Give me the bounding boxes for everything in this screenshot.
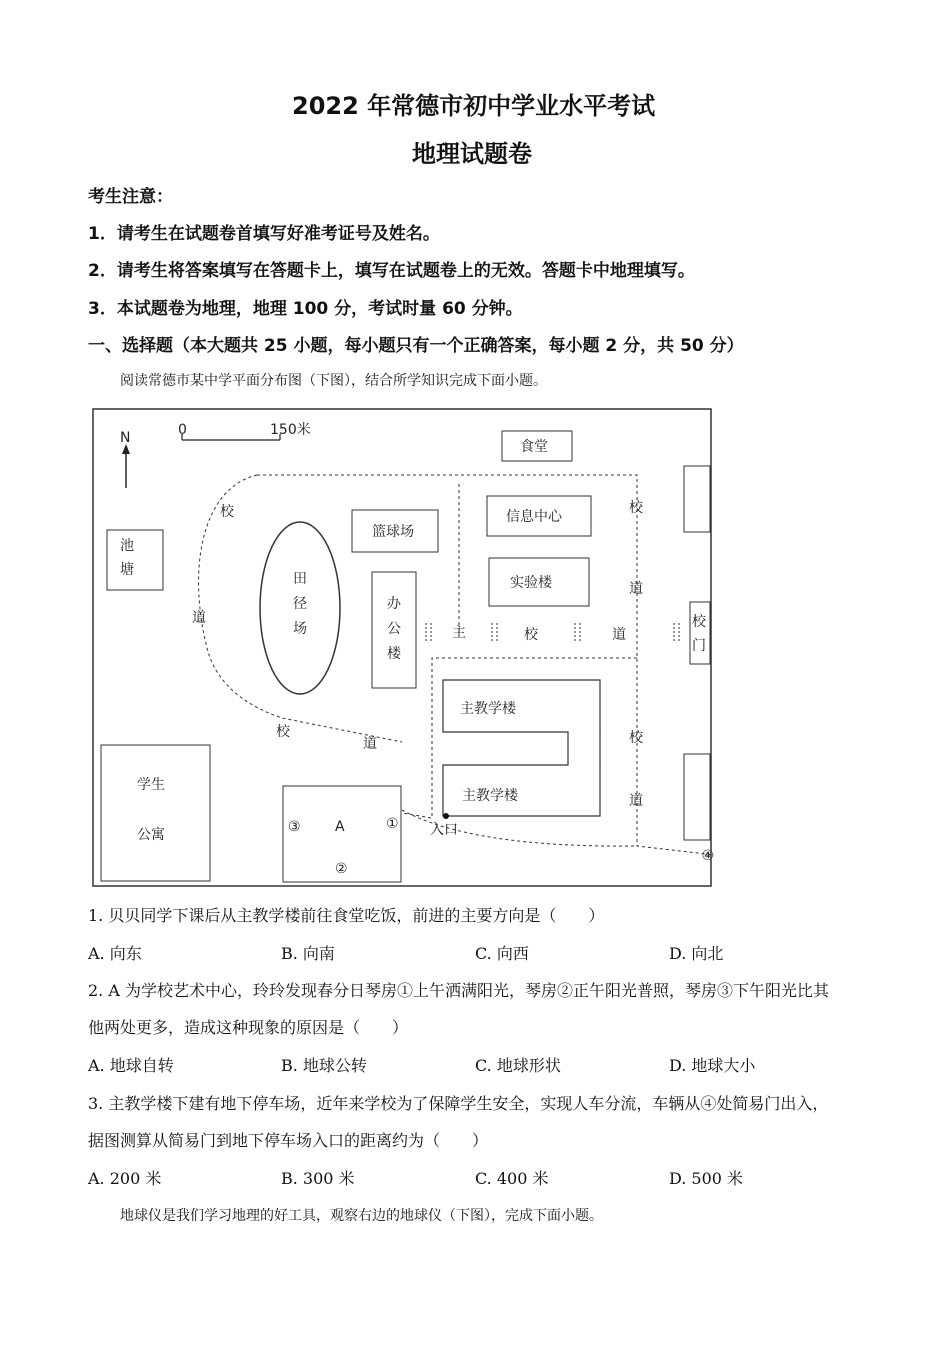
road-bottom-label-2: 道 [363, 736, 377, 752]
section2-intro: 地球仪是我们学习地理的好工具，观察右边的地球仪（下图），完成下面小题。 [120, 1208, 603, 1224]
pond-label-2: 塘 [120, 562, 134, 578]
q1-option-b: B. 向南 [281, 944, 335, 963]
track-label-3: 场 [293, 621, 307, 637]
main-teaching-label-1: 主教学楼 [460, 701, 516, 717]
road-right-top-label-2: 道 [629, 581, 643, 597]
question-3-stem-line1: 3. 主教学楼下建有地下停车场，近年来学校为了保障学生安全，实现人车分流，车辆从④处简易门出入， [88, 1094, 829, 1113]
entrance-label: 入口 [430, 822, 458, 838]
north-label: N [120, 430, 131, 446]
art-center-label: A [335, 819, 345, 835]
road-left-label-2: 道 [192, 610, 206, 626]
q3-option-c: C. 400 米 [475, 1169, 549, 1188]
section-intro: 阅读常德市某中学平面分布图（下图），结合所学知识完成下面小题。 [120, 373, 547, 389]
student-dorm [101, 745, 210, 881]
q2-option-a: A. 地球自转 [88, 1056, 174, 1075]
dorm-label-2: 公寓 [137, 827, 165, 843]
info-center-label: 信息中心 [506, 509, 562, 525]
marker-1: ① [386, 816, 399, 832]
gate-label-1: 校 [692, 614, 706, 630]
marker-4: ④ [701, 848, 714, 864]
notice-item-1: 1．请考生在试题卷首填写好准考证号及姓名。 [88, 224, 440, 244]
q1-option-d: D. 向北 [669, 944, 724, 963]
scale-bar [182, 434, 280, 440]
track-label-1: 田 [293, 571, 307, 587]
road-left-label-1: 校 [220, 504, 234, 520]
pond-label-1: 池 [120, 538, 134, 554]
marker-3: ③ [288, 819, 301, 835]
main-teaching-label-2: 主教学楼 [462, 788, 518, 804]
scale-zero: 0 [178, 422, 187, 438]
north-arrow-icon [122, 444, 130, 488]
basketball-label: 篮球场 [372, 524, 414, 540]
exam-title: 2022 年常德市初中学业水平考试 [292, 92, 656, 120]
road-right-top-label-1: 校 [629, 500, 643, 516]
gate-label-2: 门 [692, 638, 706, 654]
school-map [92, 408, 714, 890]
track-label-2: 径 [293, 596, 307, 612]
pond [107, 530, 163, 590]
scale-end: 150米 [270, 422, 311, 438]
dorm-label-1: 学生 [137, 777, 165, 793]
q2-option-c: C. 地球形状 [475, 1056, 561, 1075]
notice-item-2: 2．请考生将答案填写在答题卡上，填写在试题卷上的无效。答题卡中地理填写。 [88, 261, 695, 281]
road-right-bottom-label-1: 校 [629, 730, 643, 746]
office-label-1: 办 [387, 596, 401, 612]
entrance-dot [443, 813, 449, 819]
main-road-label-3: 道 [612, 627, 626, 643]
office-label-3: 楼 [387, 646, 401, 662]
q2-option-d: D. 地球大小 [669, 1056, 756, 1075]
question-3-stem-line2: 据图测算从简易门到地下停车场入口的距离约为（ ） [88, 1131, 489, 1150]
east-wall-south [684, 754, 710, 840]
exam-subtitle: 地理试题卷 [412, 140, 532, 168]
q3-option-d: D. 500 米 [669, 1169, 744, 1188]
canteen-label: 食堂 [520, 439, 548, 455]
marker-2: ② [335, 861, 348, 877]
lab-label: 实验楼 [510, 575, 552, 591]
q2-option-b: B. 地球公转 [281, 1056, 367, 1075]
road-right-bottom-label-2: 道 [629, 793, 643, 809]
office-label-2: 公 [387, 621, 401, 637]
question-1-stem: 1. 贝贝同学下课后从主教学楼前往食堂吃饭，前进的主要方向是（ ） [88, 906, 605, 925]
east-wall-north [684, 466, 710, 532]
q3-option-b: B. 300 米 [281, 1169, 355, 1188]
school-gate [690, 602, 710, 664]
q1-option-a: A. 向东 [88, 944, 142, 963]
q1-option-c: C. 向西 [475, 944, 529, 963]
notice-item-3: 3．本试题卷为地理，地理 100 分，考试时量 60 分钟。 [88, 299, 523, 319]
main-road-label-1: 主 [452, 625, 466, 641]
main-road-label-2: 校 [524, 627, 538, 643]
q3-option-a: A. 200 米 [88, 1169, 162, 1188]
notice-heading: 考生注意： [88, 187, 173, 207]
section-heading: 一、选择题（本大题共 25 小题，每小题只有一个正确答案，每小题 2 分，共 50 分） [88, 336, 744, 356]
question-2-stem-line1: 2. A 为学校艺术中心，玲玲发现春分日琴房①上午洒满阳光，琴房②正午阳光普照，琴房③下午阳光比其 [88, 981, 829, 1000]
road-bottom-label-1: 校 [276, 724, 290, 740]
question-2-stem-line2: 他两处更多，造成这种现象的原因是（ ） [88, 1018, 409, 1037]
